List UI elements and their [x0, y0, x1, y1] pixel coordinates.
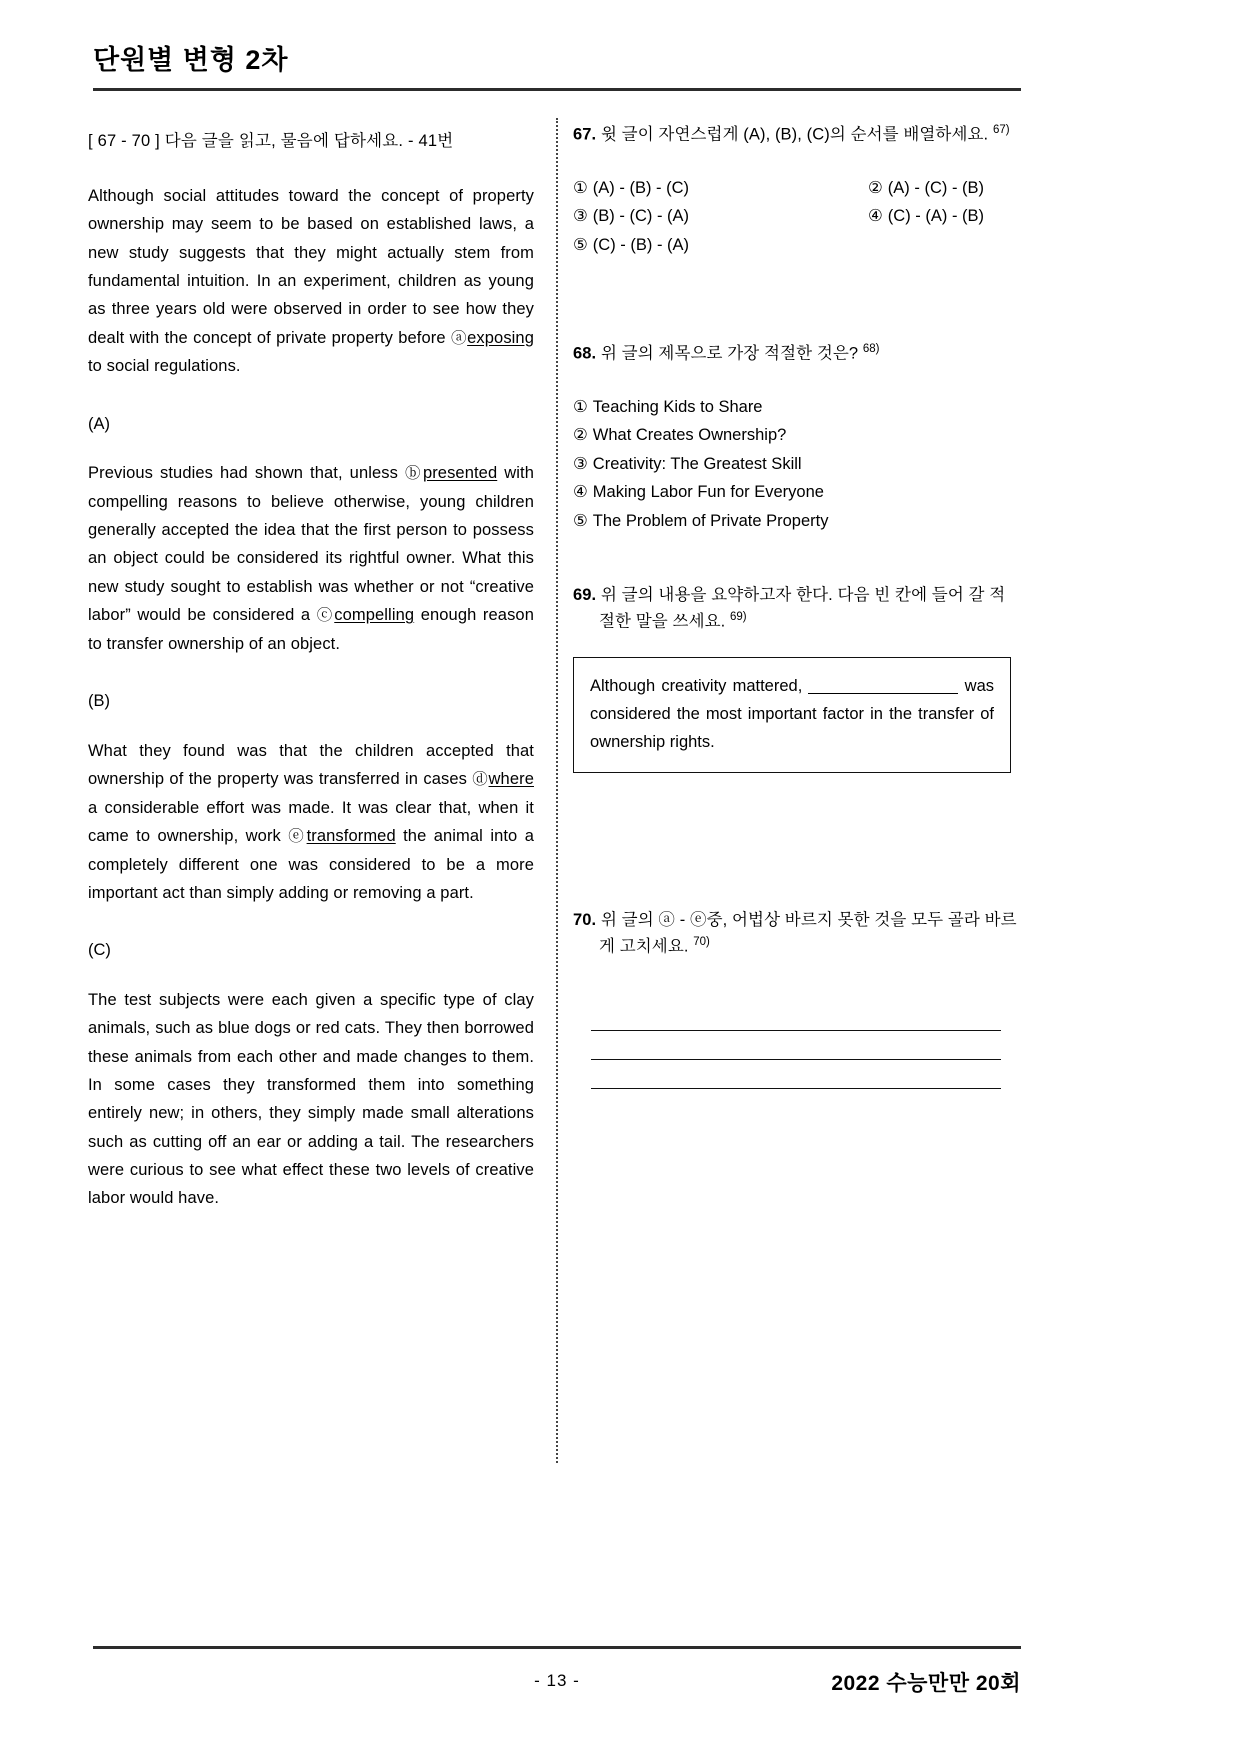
- question-69-footnote: 69): [730, 610, 747, 623]
- choice-marker: ③: [573, 454, 588, 473]
- choice-67-1[interactable]: [573, 174, 868, 202]
- answer-line-1[interactable]: [591, 1002, 1001, 1031]
- question-69-prompt: [573, 583, 1021, 635]
- question-68-footnote: 68): [862, 343, 880, 355]
- question-70-answer-area: [591, 1002, 1021, 1089]
- choice-marker: ⑤: [573, 235, 588, 254]
- paragraph-b-text-1: What they found was that the children accepted that ownership of the property was transferred in cases: [88, 741, 534, 788]
- question-70: [573, 908, 1021, 1089]
- summary-text-before-blank: Although creativity mattered,: [590, 676, 809, 695]
- choice-label: (A) - (C) - (B): [887, 179, 985, 198]
- choice-marker: ④: [868, 207, 883, 226]
- paragraph-c: [88, 986, 534, 1213]
- choice-label: What Creates Ownership?: [592, 426, 787, 445]
- underlined-word-a: exposing: [467, 328, 534, 347]
- underlined-word-e: transformed: [306, 827, 396, 846]
- choice-marker: ①: [573, 179, 588, 198]
- choice-67-3[interactable]: [573, 202, 868, 230]
- passage-intro-text-before: Although social attitudes toward the concept of property ownership may seem to be based on established laws, a new study suggests that they might actually stem from fundamental intuition. In an experiment, children as young as three years old were observed in order to see how they dealt with the concept of private property before: [88, 186, 534, 347]
- choice-label: (C) - (A) - (B): [887, 207, 985, 226]
- choice-marker: ①: [573, 398, 588, 417]
- choice-68-4[interactable]: [573, 478, 1021, 506]
- choice-67-5[interactable]: [573, 231, 868, 259]
- answer-line-2[interactable]: [591, 1031, 1001, 1060]
- choice-label: The Problem of Private Property: [592, 511, 829, 530]
- choice-label: Making Labor Fun for Everyone: [592, 483, 824, 502]
- choice-marker: ②: [868, 179, 883, 198]
- circled-marker-c: ⓒ: [316, 607, 335, 625]
- paragraph-c-text-1: The test subjects were each given a specific type of clay animals, such as blue dogs or red cats. They then borrowed these animals from each other and made changes to them. In some cases they transformed them into something entirely new; in others, they simply made small alterations such as cutting off an ear or adding a tail. The researchers were curious to see what effect these two levels of creative labor would have.: [88, 990, 534, 1208]
- choice-68-2[interactable]: [573, 421, 1021, 449]
- footer-brand: 2022 수능만만 20회: [831, 1672, 1021, 1695]
- footer-content: [93, 1649, 1021, 1705]
- choice-label: (C) - (B) - (A): [592, 235, 690, 254]
- paragraph-a-text-3: enough reason to transfer ownership of an object.: [88, 606, 534, 653]
- question-67-number: 67.: [573, 125, 597, 144]
- question-68-number: 68.: [573, 344, 597, 363]
- paragraph-a: [88, 459, 534, 658]
- column-divider: [556, 118, 558, 1463]
- summary-box: [573, 657, 1011, 773]
- paragraph-b: [88, 737, 534, 908]
- summary-blank-field[interactable]: [808, 693, 958, 694]
- passage-intro-text-after: to social regulations.: [88, 357, 241, 376]
- paragraph-b-text-2: a considerable effort was made. It was clear that, when it came to ownership, work: [88, 798, 534, 846]
- page-title: 단원별 변형 2차: [93, 45, 289, 75]
- choice-68-1[interactable]: [573, 393, 1021, 421]
- choice-68-3[interactable]: [573, 450, 1021, 478]
- choice-marker: ③: [573, 207, 588, 226]
- question-70-number: 70.: [573, 911, 597, 929]
- circled-marker-a: ⓐ: [450, 329, 468, 347]
- passage-column: [88, 118, 534, 1213]
- passage-intro: [88, 182, 534, 381]
- underlined-word-b: presented: [422, 464, 498, 483]
- circled-marker-d: ⓓ: [472, 771, 489, 788]
- question-67-prompt: [573, 122, 1021, 148]
- question-69-number: 69.: [573, 586, 597, 604]
- paragraph-a-text-1: Previous studies had shown that, unless: [88, 464, 405, 483]
- question-68-prompt-text: 위 글의 제목으로 가장 적절한 것은?: [600, 344, 859, 363]
- question-69-prompt-text: 위 글의 내용을 요약하고자 한다. 다음 빈 칸에 들어 갈 적절한 말을 쓰세요.: [599, 586, 1006, 631]
- circled-marker-e: ⓔ: [288, 828, 307, 846]
- question-68-prompt: [573, 341, 1021, 367]
- choice-label: Teaching Kids to Share: [592, 398, 763, 417]
- reading-instruction: [ 67 - 70 ] 다음 글을 읽고, 물음에 답하세요. - 41번: [88, 132, 454, 150]
- paragraph-b-text-3: the animal into a completely different one was considered to be a more important act than simply adding or removing a part.: [88, 827, 534, 903]
- choice-67-4[interactable]: [868, 202, 1021, 230]
- circled-marker-b: ⓑ: [405, 465, 423, 483]
- question-67-prompt-text: 윗 글이 자연스럽게 (A), (B), (C)의 순서를 배열하세요.: [600, 125, 989, 144]
- choice-marker: ②: [573, 426, 588, 445]
- answer-line-3[interactable]: [591, 1060, 1001, 1089]
- question-70-footnote: 70): [693, 935, 710, 948]
- summary-text-after-blank: was considered the most important factor in the transfer of ownership rights.: [590, 676, 994, 752]
- question-68-choices: [573, 393, 1021, 535]
- paragraph-a-text-2: with compelling reasons to believe otherwise, young children generally accepted the idea that the first person to possess an object could be considered its rightful owner. What this new study sought to establish was whether or not “creative labor” would be considered a: [88, 464, 534, 625]
- choice-label: (A) - (B) - (C): [592, 179, 690, 198]
- paragraph-label-c: (C): [88, 941, 111, 960]
- question-67-choices: [573, 174, 1021, 259]
- question-67-footnote: 67): [992, 124, 1010, 136]
- page-header: [93, 46, 1021, 91]
- choice-label: (B) - (C) - (A): [592, 207, 690, 226]
- question-69: [573, 583, 1021, 773]
- question-68: [573, 341, 1021, 535]
- page-footer: [93, 1646, 1021, 1705]
- underlined-word-c: compelling: [334, 606, 415, 625]
- paragraph-label-b: (B): [88, 692, 110, 711]
- question-67: [573, 122, 1021, 259]
- header-divider-rule: [93, 88, 1021, 91]
- page-number: - 13 -: [534, 1671, 580, 1690]
- choice-68-5[interactable]: [573, 507, 1021, 535]
- choice-marker: ⑤: [573, 511, 588, 530]
- question-70-prompt-text: 위 글의 ⓐ - ⓔ중, 어법상 바르지 못한 것을 모두 골라 바르게 고치세요.: [599, 911, 1017, 956]
- choice-marker: ④: [573, 483, 588, 502]
- underlined-word-d: where: [488, 770, 534, 788]
- paragraph-label-a: (A): [88, 414, 110, 433]
- choice-label: Creativity: The Greatest Skill: [592, 454, 802, 473]
- choice-67-2[interactable]: [868, 174, 1021, 202]
- question-70-prompt: [573, 908, 1021, 960]
